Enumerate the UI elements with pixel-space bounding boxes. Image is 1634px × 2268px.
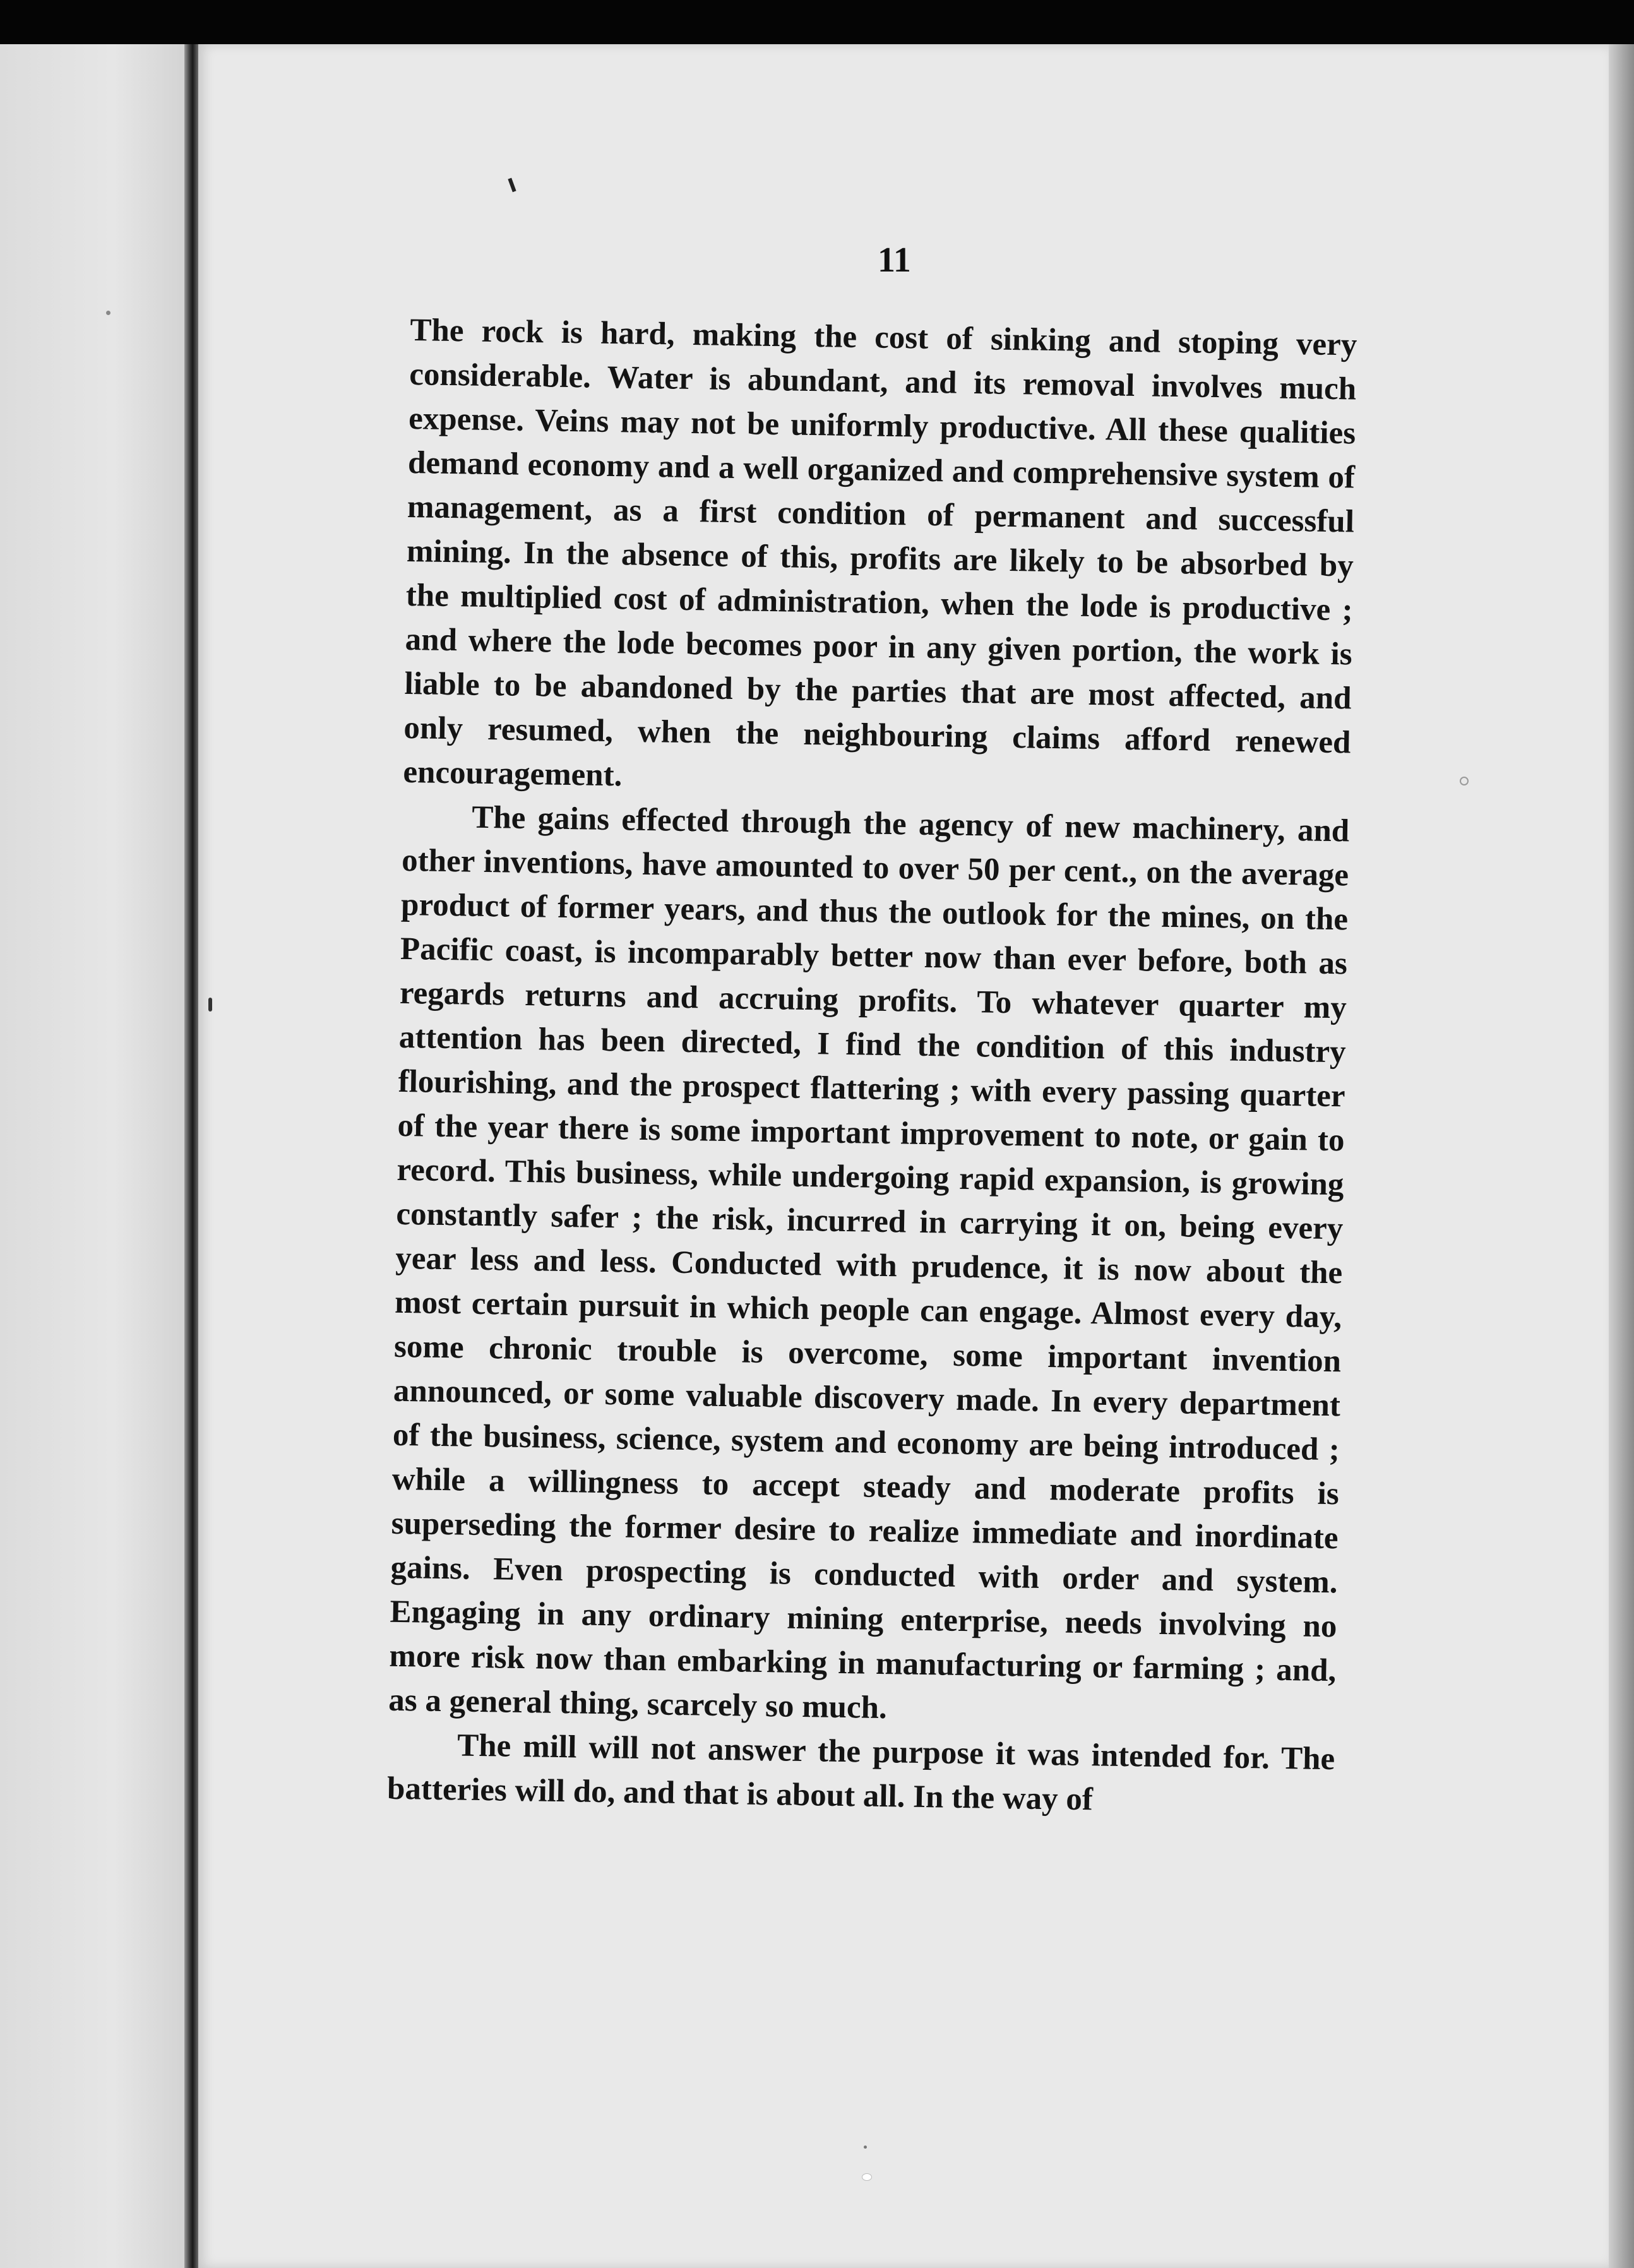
paragraph: The rock is hard, making the cost of sinking and stoping very considerable. Water is abundant, and its removal involves much expense. Veins may not be uniformly productive. All these qualities demand economy and a well organized and comprehensive system of management, as a first condition of permanent and successful mining. In the absence of this, profits are likely to be absorbed by the multiplied cost of administration, when the lode is productive ; and where the lode becomes poor in any given portion, the work is liable to be abandoned by the parties that are most affected, and only resumed, when the neighbouring claims afford renewed encouragement.	[403, 312, 1357, 794]
scan-top-border	[0, 0, 1634, 51]
page-right-edge	[1609, 44, 1634, 2268]
paragraph: The gains effected through the agency of new machinery, and other inventions, have amounted to over 50 per cent., on the average product of former years, and thus the outlook for the mines, on the Pacific coast, is incomparably better now than ever before, both as regards returns and accruing profits. To whatever quarter my attention has been directed, I find the condition of this industry flourishing, and the prospect flattering ; with every passing quarter of the year there is some important improvement to note, or gain to record. This business, while undergoing rapid expansion, is growing constantly safer ; the risk, incurred in carrying it on, being every year less and less. Conducted with prudence, it is now about the most certain pursuit in which people can engage. Almost every day, some chronic trouble is overcome, some important invention announced, or some valuable discovery made. In every department of the business, science, system and economy are being introduced ; while a willingness to accept steady and moderate profits is superseding the former desire to realize immediate and inordinate gains. Even prospecting is conducted with order and system. Engaging in any ordinary mining enterprise, needs involving no more risk now than embarking in manufacturing or farming ; and, as a general thing, scarcely so much.	[388, 799, 1350, 1726]
body-text	[387, 308, 1357, 1825]
ink-speck	[1460, 777, 1469, 785]
ink-speck	[864, 2146, 867, 2149]
paragraph: The mill will not answer the purpose it was intended for. The batteries will do, and that is about all. In the way of	[386, 1728, 1335, 1818]
page-number: 11	[878, 241, 911, 280]
book-gutter	[184, 44, 198, 2268]
ink-speck	[106, 311, 110, 315]
facing-page-edge	[0, 44, 189, 2268]
paper-blemish	[862, 2173, 872, 2181]
ink-speck	[208, 998, 212, 1012]
